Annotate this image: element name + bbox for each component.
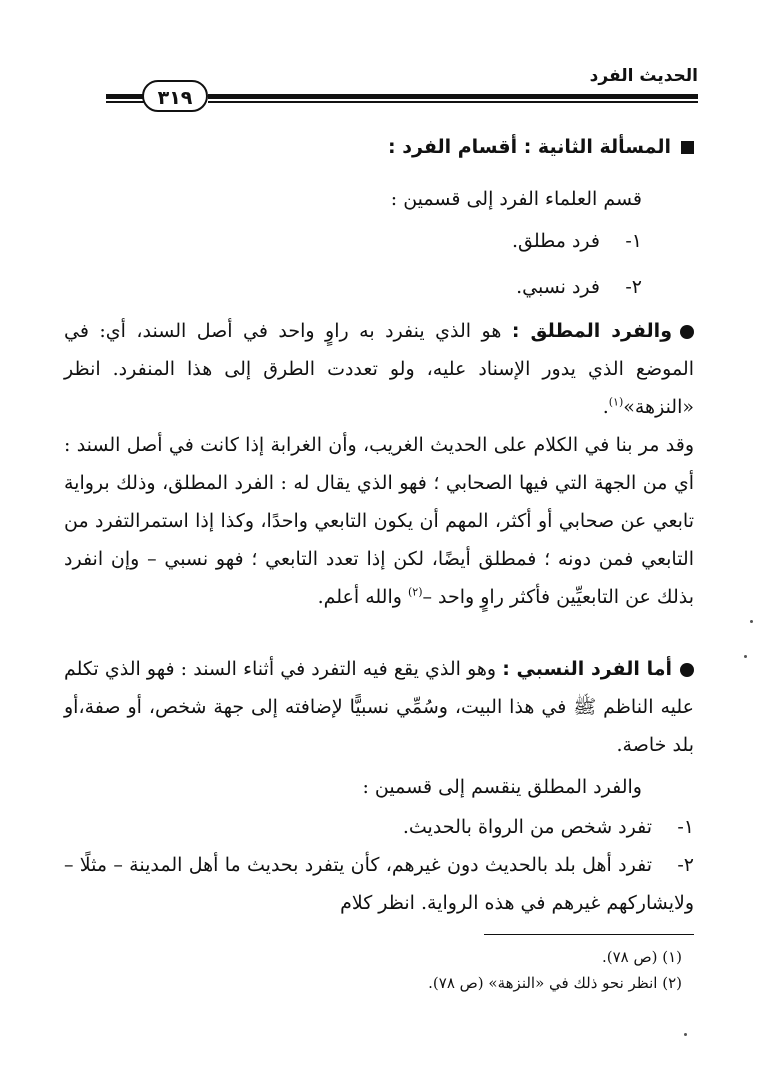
section-heading-text: المسألة الثانية : أقسام الفرد : — [388, 136, 671, 158]
list-second — [64, 808, 694, 922]
footnote-ref-1: (١) — [608, 395, 624, 409]
footnote-1: (١) (ص ٧٨). — [601, 948, 682, 966]
footnote-ref-2: (٢) — [407, 585, 423, 599]
list-item-text: تفرد شخص من الرواة بالحديث. — [402, 816, 652, 838]
list-item — [12, 268, 642, 306]
paragraph-gharib-text: وقد مر بنا في الكلام على الحديث الغريب، وأن الغرابة إذا كانت في أصل السند : أي من الجهة التي فيها الصحابي ؛ فهو الذي يقال له : الفرد المطلق، وذلك برواية تابعي عن صحابي أو أكثر، المهم أن يكون التابعي واحدًا، وكذا إذا استمرالتفرد من التابعي فمن دونه ؛ فمطلق أيضًا، لكن إذا تعدد التابعي ؛ فهو نسبي – وإن انفرد بذلك عن التابعيِّين فأكثر راوٍ واحد – — [64, 434, 694, 608]
list-first — [12, 222, 694, 306]
list-item-number: ٢- — [625, 276, 642, 298]
intro-line: قسم العلماء الفرد إلى قسمين : — [390, 188, 642, 210]
paragraph-gharib-tail: والله أعلم. — [317, 586, 408, 608]
paragraph-gharib — [64, 426, 694, 616]
footnote-separator — [484, 934, 694, 935]
list-item-number: ٢- — [677, 854, 694, 876]
list-item — [64, 846, 694, 922]
list-item — [12, 222, 642, 260]
circle-bullet-icon — [680, 325, 694, 339]
header-rule-thick — [208, 94, 698, 99]
square-bullet-icon — [681, 141, 694, 154]
paragraph-mutlaq-text: هو الذي ينفرد به راوٍ واحد في أصل السند، أي: في الموضع الذي يدور الإسناد عليه، ولو تعددت الطرق إلى هذا المنفرد. انظر «النزهة» — [64, 320, 694, 418]
paragraph-nisbi — [64, 650, 694, 764]
header-rule-left-thin — [106, 101, 144, 103]
list-item-text: فرد نسبي. — [516, 276, 600, 298]
footnotes — [428, 944, 682, 996]
scan-speck — [750, 620, 753, 623]
running-head: الحديث الفرد — [589, 66, 698, 86]
paragraph-nisbi-text: وهو الذي يقع فيه التفرد في أثناء السند : فهو الذي تكلم عليه الناظم ﷺ في هذا البيت، وسُمِّي نسبيًّا لإضافته إلى جهة شخص، أو صفة،أو بلد خاصة. — [64, 658, 694, 756]
paragraph-mutlaq: والفرد المطلق : هو الذي ينفرد به راوٍ واحد في أصل السند، أي: في الموضع الذي يدور الإسناد عليه، ولو تعددت الطرق إلى هذا المنفرد. انظر «النزهة»$^{(١)}$. — [64, 320, 694, 418]
term-mutlaq: والفرد المطلق : — [511, 320, 673, 342]
list-item-number: ١- — [625, 230, 642, 252]
list-item-text: فرد مطلق. — [511, 230, 600, 252]
list-item-text: تفرد أهل بلد بالحديث دون غيرهم، كأن يتفرد بحديث ما أهل المدينة – مثلًا – ولايشاركهم غيرهم في هذه الرواية. انظر كلام — [64, 854, 694, 914]
scan-speck — [744, 655, 747, 658]
page-number: ٣١٩ — [142, 80, 208, 112]
circle-bullet-icon — [680, 663, 694, 677]
intro-line-2: والفرد المطلق ينقسم إلى قسمين : — [362, 776, 642, 798]
term-nisbi: أما الفرد النسبي : — [502, 658, 672, 680]
section-heading — [388, 136, 694, 158]
list-item-number: ١- — [677, 816, 694, 838]
list-item — [64, 808, 694, 846]
header-rule-left-thick — [106, 94, 144, 99]
header-rule-thin — [208, 101, 698, 103]
footnote-2: (٢) انظر نحو ذلك في «النزهة» (ص ٧٨). — [428, 974, 682, 992]
scan-speck — [684, 1033, 687, 1036]
